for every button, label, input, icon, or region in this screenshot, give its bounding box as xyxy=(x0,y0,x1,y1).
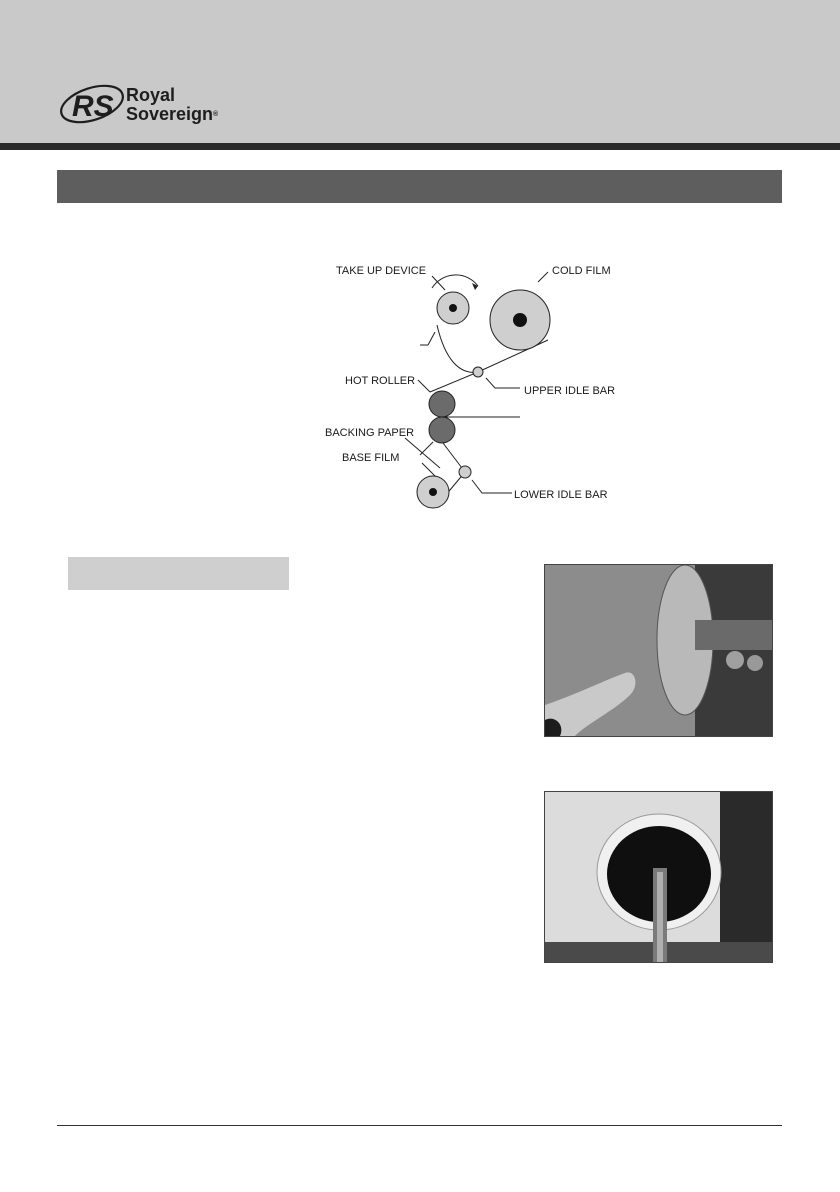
cold-film-core xyxy=(513,313,527,327)
leader-film-lead xyxy=(420,332,435,345)
hot-roller-upper xyxy=(429,391,455,417)
leader-base-film xyxy=(422,463,435,476)
header-band xyxy=(0,143,840,150)
photo-roll-core xyxy=(544,791,773,963)
subsection-bar xyxy=(68,557,289,590)
label-backing-paper: BACKING PAPER xyxy=(325,427,415,439)
footer-rule xyxy=(57,1125,782,1126)
leader-cold-film xyxy=(538,272,548,282)
rotation-arrow xyxy=(432,275,478,288)
hot-roller-lower xyxy=(429,417,455,443)
label-take-up-device: TAKE UP DEVICE xyxy=(336,265,427,277)
label-cold-film: COLD FILM xyxy=(552,265,611,277)
photo-loading-roll-image xyxy=(545,565,772,736)
rotation-arrowhead xyxy=(472,283,478,290)
leader-lower-idle xyxy=(472,480,512,493)
registered-mark: ® xyxy=(213,111,219,118)
section-title-bar xyxy=(57,170,782,203)
photo-loading-roll xyxy=(544,564,773,737)
take-up-core xyxy=(449,304,457,312)
base-film-core xyxy=(429,488,437,496)
label-base-film: BASE FILM xyxy=(342,452,400,464)
logo-mark: RS xyxy=(72,90,114,123)
film-threading-diagram xyxy=(320,250,640,520)
upper-idle-bar xyxy=(473,367,483,377)
logo-line-1: Royal xyxy=(126,85,176,105)
logo-line-2: Sovereign xyxy=(126,104,214,124)
cold-film-path xyxy=(430,372,478,392)
label-upper-idle-bar: UPPER IDLE BAR xyxy=(524,385,616,397)
label-lower-idle-bar: LOWER IDLE BAR xyxy=(514,489,608,501)
logo-wordmark xyxy=(126,86,218,124)
label-hot-roller: HOT ROLLER xyxy=(345,375,416,387)
photo-roll-core-image xyxy=(545,792,772,962)
lower-idle-bar xyxy=(459,466,471,478)
leader-hot-roller xyxy=(418,380,430,392)
leader-upper-idle xyxy=(486,378,520,388)
